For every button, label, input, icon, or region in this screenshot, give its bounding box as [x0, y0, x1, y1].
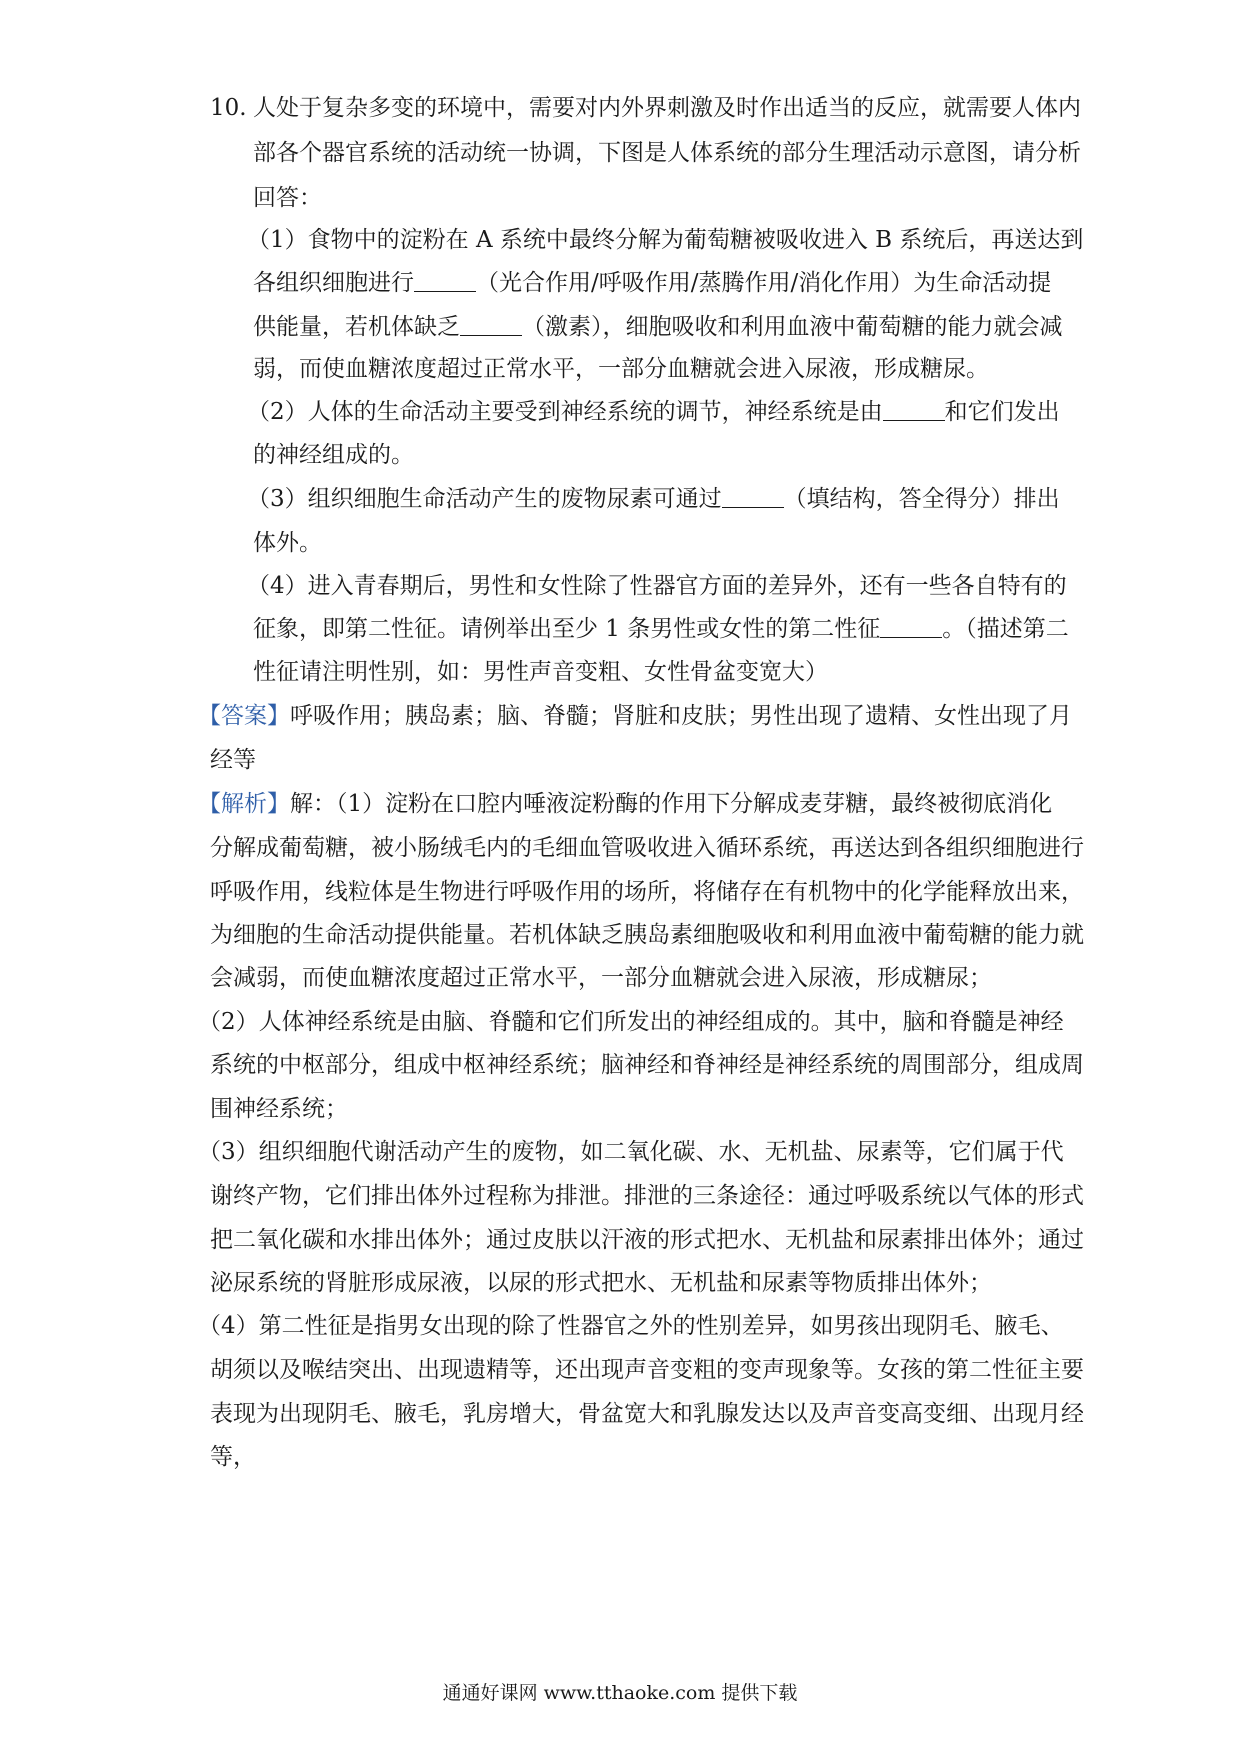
answer-blank-3[interactable]: [883, 398, 945, 421]
part4-line-2-text-b: 。（描述第二: [942, 616, 1069, 642]
part2-line-1-text-a: （2）人体的生命活动主要受到神经系统的调节，神经系统是由: [247, 399, 883, 425]
analysis-line: 表现为出现阴毛、腋毛，乳房增大，骨盆宽大和乳腺发达以及声音变高变细、出现月经: [210, 1401, 1084, 1427]
answer-text-1: 呼吸作用；胰岛素；脑、脊髓；肾脏和皮肤；男性出现了遗精、女性出现了月: [290, 703, 1072, 729]
analysis-line: 等，: [210, 1444, 256, 1470]
part3-line-1-text-b: （填结构，答全得分）排出: [783, 486, 1060, 512]
analysis-line: 呼吸作用，线粒体是生物进行呼吸作用的场所，将储存在有机物中的化学能释放出来，: [210, 879, 1084, 905]
analysis-text-1: 解：（1）淀粉在口腔内唾液淀粉酶的作用下分解成麦芽糖，最终被彻底消化: [290, 791, 1053, 817]
answer-blank-4[interactable]: [722, 485, 784, 508]
analysis-line: 为细胞的生命活动提供能量。若机体缺乏胰岛素细胞吸收和利用血液中葡萄糖的能力就: [210, 922, 1084, 948]
part4-line-2: [253, 614, 1069, 644]
analysis-line: 胡须以及喉结突出、出现遗精等，还出现声音变粗的变声现象等。女孩的第二性征主要: [210, 1357, 1084, 1383]
part4-line-1: （4）进入青春期后，男性和女性除了性器官方面的差异外，还有一些各自特有的: [247, 573, 1067, 599]
analysis-line: 把二氧化碳和水排出体外；通过皮肤以汗液的形式把水、无机盐和尿素排出体外；通过: [210, 1227, 1084, 1253]
part1-line-3-text-a: 供能量，若机体缺乏: [253, 314, 460, 340]
part2-line-1-text-b: 和它们发出: [944, 399, 1060, 425]
part2-line-1: [247, 397, 1060, 427]
analysis-label: 【解析】: [198, 791, 290, 817]
answer-label: 【答案】: [198, 703, 290, 729]
answer-line-1: [198, 701, 1072, 731]
page-footer: 通通好课网 www.tthaoke.com 提供下载: [442, 1682, 798, 1704]
analysis-line: 围神经系统；: [210, 1096, 348, 1122]
part1-line-2-text-a: 各组织细胞进行: [253, 270, 414, 296]
question-stem-line-2: 部各个器官系统的活动统一协调，下图是人体系统的部分生理活动示意图，请分析: [253, 140, 1081, 166]
part1-line-4: 弱，而使血糖浓度超过正常水平，一部分血糖就会进入尿液，形成糖尿。: [253, 356, 989, 382]
answer-blank-5[interactable]: [880, 615, 942, 638]
analysis-line-1: [198, 789, 1052, 819]
question-number: 10.: [210, 95, 247, 121]
answer-line-2: 经等: [210, 747, 256, 773]
part4-line-3: 性征请注明性别，如：男性声音变粗、女性骨盆变宽大）: [253, 659, 828, 685]
part1-line-2: [253, 268, 1051, 298]
part1-line-1: （1）食物中的淀粉在 A 系统中最终分解为葡萄糖被吸收进入 B 系统后，再送达到: [247, 227, 1084, 253]
part1-line-3: [253, 312, 1063, 342]
question-stem-line-1: 人处于复杂多变的环境中，需要对内外界刺激及时作出适当的反应，就需要人体内: [253, 95, 1081, 121]
analysis-line: （2）人体神经系统是由脑、脊髓和它们所发出的神经组成的。其中，脑和脊髓是神经: [198, 1009, 1064, 1035]
part4-line-2-text-a: 征象，即第二性征。请例举出至少 1 条男性或女性的第二性征: [253, 616, 881, 642]
analysis-line: 谢终产物，它们排出体外过程称为排泄。排泄的三条途径：通过呼吸系统以气体的形式: [210, 1183, 1084, 1209]
part3-line-1: [247, 484, 1060, 514]
answer-blank-1[interactable]: [414, 269, 476, 292]
analysis-line: 会减弱，而使血糖浓度超过正常水平，一部分血糖就会进入尿液，形成糖尿；: [210, 965, 992, 991]
part1-line-2-text-b: （光合作用/呼吸作用/蒸腾作用/消化作用）为生命活动提: [476, 270, 1052, 296]
analysis-line: 泌尿系统的肾脏形成尿液，以尿的形式把水、无机盐和尿素等物质排出体外；: [210, 1270, 992, 1296]
analysis-line: 分解成葡萄糖，被小肠绒毛内的毛细血管吸收进入循环系统，再送达到各组织细胞进行: [210, 835, 1084, 861]
part3-line-2: 体外。: [253, 530, 322, 556]
question-stem-line-3: 回答：: [253, 185, 322, 211]
part3-line-1-text-a: （3）组织细胞生命活动产生的废物尿素可通过: [247, 486, 722, 512]
analysis-line: （4）第二性征是指男女出现的除了性器官之外的性别差异，如男孩出现阴毛、腋毛、: [198, 1313, 1064, 1339]
part1-line-3-text-b: （激素），细胞吸收和利用血液中葡萄糖的能力就会减: [522, 314, 1063, 340]
analysis-line: 系统的中枢部分，组成中枢神经系统；脑神经和脊神经是神经系统的周围部分，组成周: [210, 1052, 1084, 1078]
part2-line-2: 的神经组成的。: [253, 442, 414, 468]
answer-blank-2[interactable]: [460, 313, 522, 336]
analysis-line: （3）组织细胞代谢活动产生的废物，如二氧化碳、水、无机盐、尿素等，它们属于代: [198, 1139, 1064, 1165]
